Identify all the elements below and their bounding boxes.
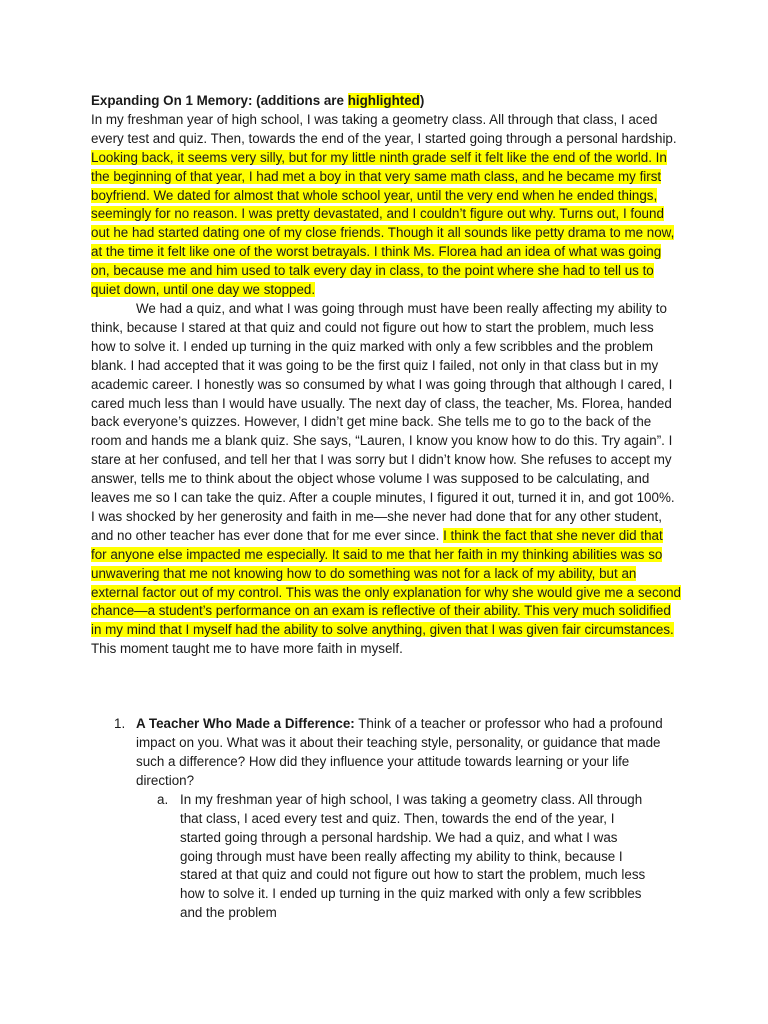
paragraph-2-tail: This moment taught me to have more faith in myself. <box>91 641 403 657</box>
sub-list-item-a-text: In my freshman year of high school, I was taking a geometry class. All through that class, I aced every test and quiz. Then, towards the end of the year, I started going through a personal hardship. We had a quiz, and what I was going through must have been really affecting my ability to think, because I stared at that quiz and could not figure out how to start the problem, much less how to solve it. I ended up turning in the quiz marked with only a few scribbles and the problem <box>180 791 646 921</box>
document-page <box>91 92 681 923</box>
paragraph-2-highlighted: I think the fact that she never did that for anyone else impacted me especially. It said to me that her faith in my thinking abilities was so unwavering that me not knowing how to do something was not for a lack of my ability, but an external factor out of my control. This was the only explanation for why she would give me a second chance—a student’s performance on an exam is reflective of their ability. This very much solidified in my mind that I myself had the ability to solve anything, given that I was given fair circumstances. <box>91 527 681 638</box>
title-highlighted-word: highlighted <box>347 93 420 108</box>
title-prefix: Expanding On 1 Memory: (additions are <box>91 93 348 108</box>
list-item-1-heading: A Teacher Who Made a Difference: <box>136 716 355 732</box>
sub-list-item-a <box>136 791 681 923</box>
list-marker: 1. <box>114 716 126 732</box>
paragraph-2-plain: We had a quiz, and what I was going through must have been really affecting my ability to think, because I stared at that quiz and could not figure out how to start the problem, much less how to solve it. I ended up turning in the quiz marked with only a few scribbles and the problem blank. I had accepted that it was going to be the first quiz I failed, not only in that class but in my academic career. I honestly was so consumed by what I was going through that although I cared, I cared much less than I would have usually. The next day of class, the teacher, Ms. Florea, handed back everyone’s quizzes. However, I didn’t get mine back. She tells me to go to the back of the room and hands me a blank quiz. She says, “Lauren, I know you know how to do this. Try again”. I stare at her confused, and tell her that I was sorry but I didn’t know how. She refuses to accept my answer, tells me to think about the object whose volume I was supposed to be calculating, and leaves me so I can take the quiz. After a couple minutes, I figured it out, turned it in, and got 100%. I was shocked by her generosity and faith in me—she never had done that for any other student, and no other teacher has ever done that for me ever since. <box>91 300 675 543</box>
spacer <box>91 659 681 715</box>
document-title <box>91 92 681 111</box>
list-item-1-text <box>136 715 681 791</box>
paragraph-2 <box>91 300 681 659</box>
sub-list-marker: a. <box>157 791 169 807</box>
numbered-list <box>91 715 681 923</box>
paragraph-1 <box>91 111 681 300</box>
title-suffix: ) <box>419 93 425 108</box>
paragraph-1-plain: In my freshman year of high school, I was taking a geometry class. All through that class, I aced every test and quiz. Then, towards the end of the year, I started going through a personal hardship. <box>91 111 677 146</box>
list-item-1 <box>91 715 681 923</box>
list-item-1-body: Think of a teacher or professor who had a profound impact on you. What was it about their teaching style, personality, or guidance that made such a difference? How did they influence your attitude towards learning or your life direction? <box>136 716 663 788</box>
paragraph-1-highlighted: Looking back, it seems very silly, but for my little ninth grade self it felt like the end of the world. In the beginning of that year, I had met a boy in that very same math class, and he became my first boyfriend. We dated for almost that whole school year, until the very end when he ended things, seemingly for no reason. I was pretty devastated, and I couldn’t figure out why. Turns out, I found out he had started dating one of my close friends. Though it all sounds like petty drama to me now, at the time it felt like one of the worst betrayals. I think Ms. Florea had an idea of what was going on, because me and him used to talk every day in class, to the point where she had to tell us to quiet down, until one day we stopped. <box>91 149 675 298</box>
